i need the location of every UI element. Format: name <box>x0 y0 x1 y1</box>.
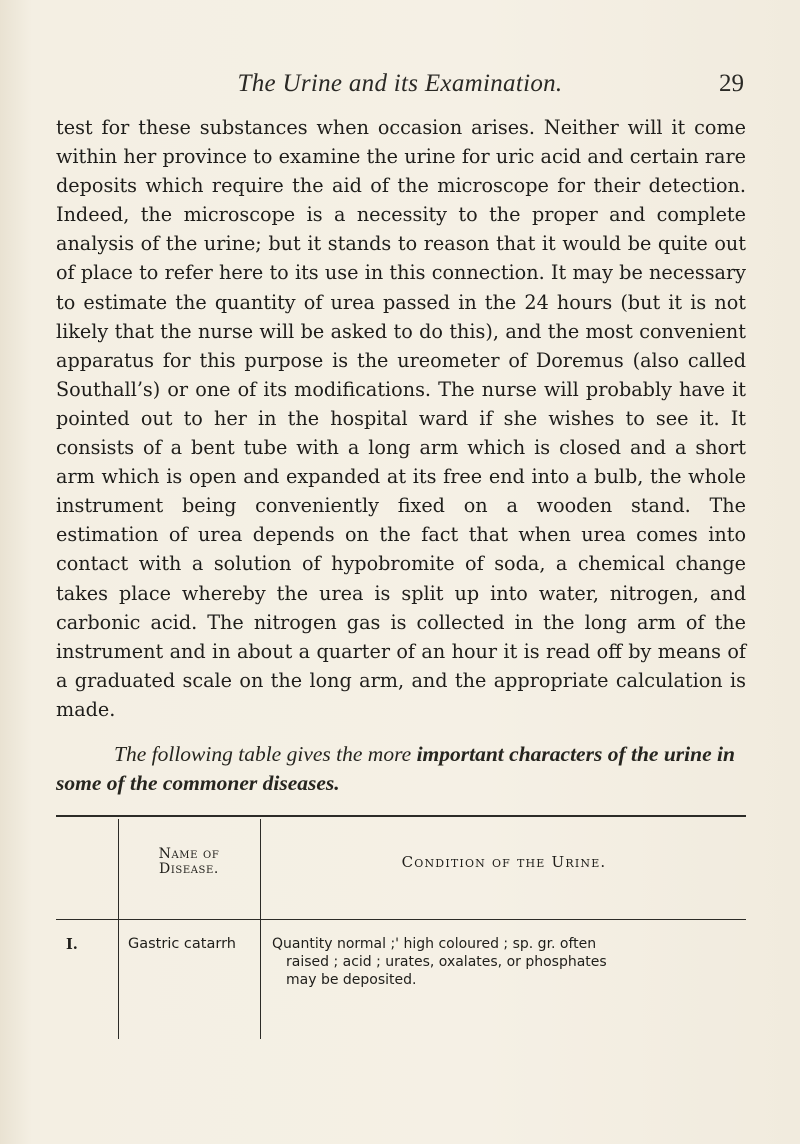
row-condition-line2: raised ; acid ; urates, oxalates, or phosphates <box>286 954 607 970</box>
row-condition-line1: Quantity normal ;' high coloured ; sp. gr. often <box>272 936 597 952</box>
table-header-rule <box>56 919 746 920</box>
body-paragraph: test for these substances when occasion arises. Neither will it come within her province to examine the urine for uric acid and certain rare deposits which require the aid of the microscope for their detection. Indeed, the microscope is a necessity to the proper and complete analysis of the urine; but it stands to reason that it would be quite out of place to refer here to its use in this connection. It may be necessary to estimate the quantity of urea passed in the 24 hours (but it is not likely that the nurse will be asked to do this), and the most convenient apparatus for this purpose is the ureometer of Doremus (also called Southall’s) or one of its modifications. The nurse will probably have it pointed out to her in the hospital ward if she wishes to see it. It consists of a bent tube with a long arm which is closed and a short arm which is open and expanded at its free end into a bulb, the whole instrument being conveniently fixed on a wooden stand. The estimation of urea depends on the fact that when urea comes into contact with a solution of hypobromite of soda, a chemical change takes place whereby the urea is split up into water, nitrogen, and carbonic acid. The nitrogen gas is collected in the long arm of the instrument and in about a quarter of an hour it is read off by means of a graduated scale on the long arm, and the appropriate calculation is made. <box>56 116 746 721</box>
header-disease <box>118 847 260 877</box>
row-disease: Gastric catarrh <box>128 936 236 952</box>
header-condition: Condition of the Urine. <box>401 853 607 871</box>
row-condition-line3: may be deposited. <box>286 972 417 988</box>
running-head <box>0 70 800 102</box>
table-intro-part-a: The following table gives the more <box>114 742 417 766</box>
disease-table <box>56 815 746 1055</box>
table-top-rule <box>56 815 746 817</box>
running-title: The Urine and its Examination. <box>237 70 563 97</box>
page-number: 29 <box>719 70 744 97</box>
table-col-rule-2 <box>260 819 261 1039</box>
table-intro-part-b: important characters of the urine in some of the commoner diseases. <box>56 742 735 795</box>
header-disease-line2: Disease. <box>159 861 219 877</box>
row-condition <box>272 935 746 989</box>
table-intro <box>56 740 746 798</box>
row-number: I. <box>66 936 78 953</box>
header-disease-line1: Name of <box>158 846 220 862</box>
